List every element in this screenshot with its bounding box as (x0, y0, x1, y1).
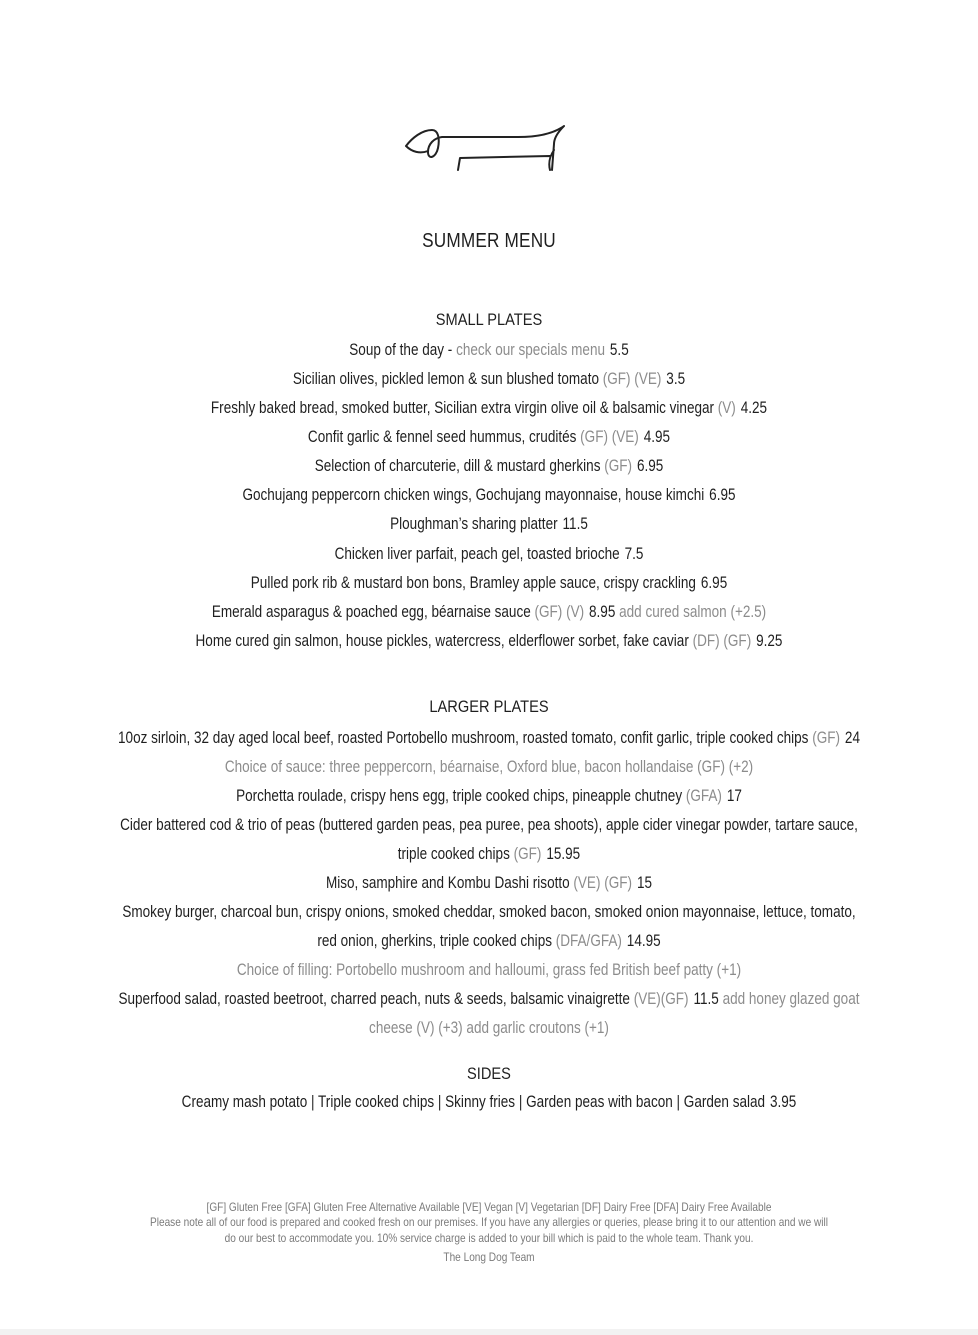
larger-plates-heading: LARGER PLATES (429, 697, 549, 716)
page-bottom-band (0, 1329, 978, 1335)
small-plates-heading: SMALL PLATES (435, 310, 543, 329)
menu-item-continued: triple cooked chips (GF) 15.95 (397, 845, 581, 863)
menu-item: Soup of the day - check our specials menu 5.5 (349, 341, 629, 359)
menu-item: Miso, samphire and Kombu Dashi risotto (VE) (GF) 15 (325, 874, 653, 892)
sides-list: Creamy mash potato | Triple cooked chips | Skinny fries | Garden peas with bacon | Garden salad 3.95 (181, 1093, 797, 1111)
menu-item: Pulled pork rib & mustard bon bons, Bramley apple sauce, crispy crackling 6.95 (250, 574, 728, 592)
menu-item: Cider battered cod & trio of peas (buttered garden peas, pea puree, pea shoots), apple cider vinegar powder, tartare sauce, (120, 816, 858, 834)
menu-item: Superfood salad, roasted beetroot, charred peach, nuts & seeds, balsamic vinaigrette (VE)(GF) 11.5 add honey glazed goat (118, 990, 860, 1008)
menu-item-option: Choice of filling: Portobello mushroom and halloumi, grass fed British beef patty (+1) (236, 961, 742, 979)
menu-item: 10oz sirloin, 32 day aged local beef, roasted Portobello mushroom, roasted tomato, confit garlic, triple cooked chips (GF) 24 (118, 729, 860, 747)
signature: The Long Dog Team (443, 1250, 535, 1264)
menu-item: Porchetta roulade, crispy hens egg, triple cooked chips, pineapple chutney (GFA) 17 (236, 787, 742, 805)
menu-item: Freshly baked bread, smoked butter, Sicilian extra virgin olive oil & balsamic vinegar (V) 4.25 (210, 399, 768, 417)
menu-item: Gochujang peppercorn chicken wings, Gochujang mayonnaise, house kimchi 6.95 (242, 486, 736, 504)
allergy-note: Please note all of our food is prepared and cooked fresh on our premises. If you have any allergies or queries, please bring it to our attention and we will (149, 1215, 828, 1229)
menu-item: Confit garlic & fennel seed hummus, crudités (GF) (VE) 4.95 (307, 428, 671, 446)
sides-heading: SIDES (467, 1064, 511, 1083)
menu-item: Chicken liver parfait, peach gel, toasted brioche 7.5 (334, 545, 644, 563)
allergy-note-continued: do our best to accommodate you. 10% service charge is added to your bill which is paid to the whole team. Thank you. (224, 1231, 754, 1245)
dietary-legend: [GF] Gluten Free [GFA] Gluten Free Alternative Available [VE] Vegan [V] Vegetarian [DF] Dairy Free [DFA] Dairy Free Available (206, 1200, 772, 1214)
menu-item: Emerald asparagus & poached egg, béarnaise sauce (GF) (V) 8.95 add cured salmon (+2.5) (211, 603, 767, 621)
menu-item: Home cured gin salmon, house pickles, watercress, elderflower sorbet, fake caviar (DF) (GF) 9.25 (195, 632, 783, 650)
menu-item-continued: cheese (V) (+3) add garlic croutons (+1) (369, 1019, 609, 1037)
menu-item-option: Choice of sauce: three peppercorn, béarnaise, Oxford blue, bacon hollandaise (GF) (+2) (224, 758, 754, 776)
menu-item: Selection of charcuterie, dill & mustard gherkins (GF) 6.95 (314, 457, 664, 475)
menu-title: SUMMER MENU (422, 230, 556, 252)
menu-item: Ploughman’s sharing platter 11.5 (390, 515, 588, 533)
menu-item: Smokey burger, charcoal bun, crispy onions, smoked cheddar, smoked bacon, smoked onion mayonnaise, lettuce, tomato, (122, 903, 856, 921)
menu-item: Sicilian olives, pickled lemon & sun blushed tomato (GF) (VE) 3.5 (292, 370, 686, 388)
dachshund-logo (398, 118, 570, 176)
menu-item-continued: red onion, gherkins, triple cooked chips (DFA/GFA) 14.95 (317, 932, 661, 950)
